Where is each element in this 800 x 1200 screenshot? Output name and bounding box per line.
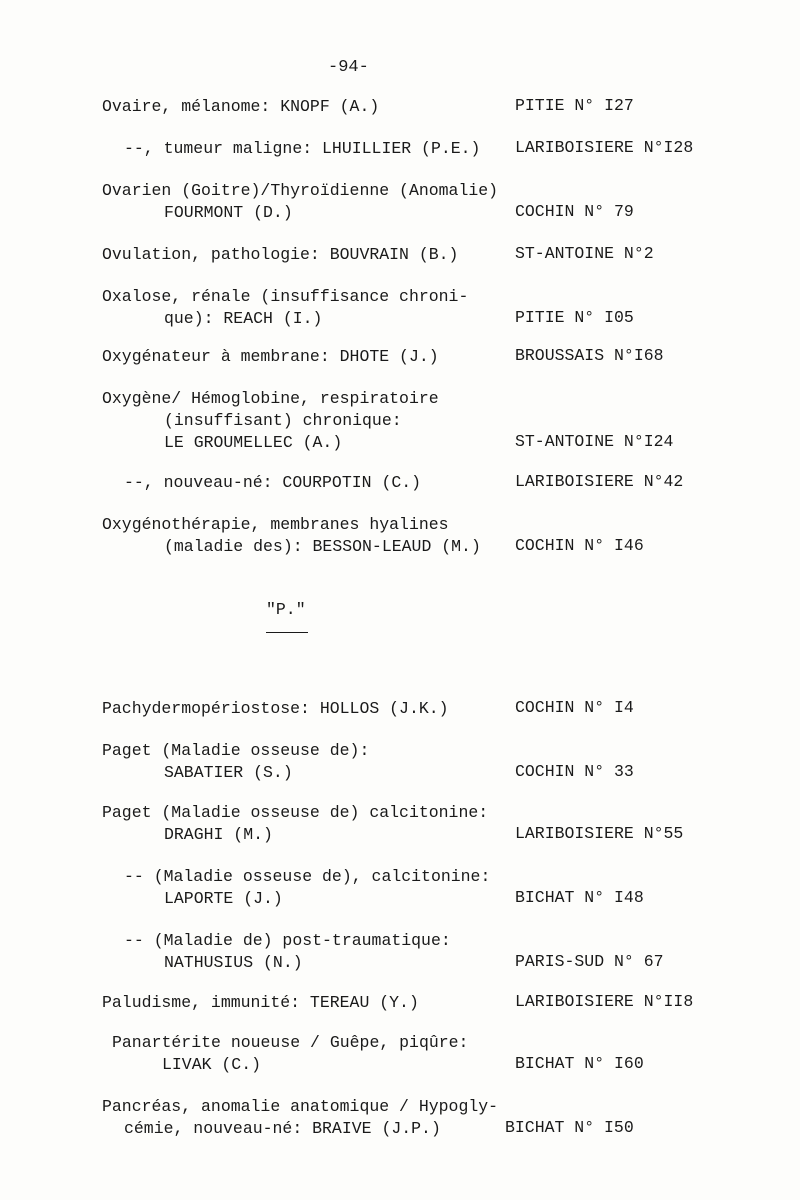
entry-line: LE GROUMELLEC (A.) xyxy=(164,433,343,452)
entry-line: Pancréas, anomalie anatomique / Hypogly- xyxy=(102,1097,499,1116)
entry-reference: PITIE N° I05 xyxy=(515,308,634,327)
entry-reference: BICHAT N° I48 xyxy=(515,888,644,907)
index-entry xyxy=(112,1032,468,1076)
entry-line: Panartérite noueuse / Guêpe, piqûre: xyxy=(112,1033,469,1052)
entry-line: Pachydermopériostose: HOLLOS (J.K.) xyxy=(102,699,449,718)
index-entry xyxy=(102,1096,498,1140)
entry-reference: PARIS-SUD N° 67 xyxy=(515,952,664,971)
index-entry xyxy=(102,180,498,224)
index-entry xyxy=(102,698,449,720)
entry-line: LAPORTE (J.) xyxy=(164,889,283,908)
entry-line: SABATIER (S.) xyxy=(164,763,293,782)
index-entry xyxy=(102,992,419,1014)
entry-line: Ovarien (Goitre)/Thyroïdienne (Anomalie) xyxy=(102,181,499,200)
entry-line: Oxygénateur à membrane: DHOTE (J.) xyxy=(102,347,439,366)
entry-line: FOURMONT (D.) xyxy=(164,203,293,222)
index-entry xyxy=(102,472,421,494)
entry-line: Oxygène/ Hémoglobine, respiratoire xyxy=(102,389,439,408)
index-entry xyxy=(102,346,439,368)
entry-reference: COCHIN N° 79 xyxy=(515,202,634,221)
entry-line: --, tumeur maligne: LHUILLIER (P.E.) xyxy=(124,139,481,158)
entry-line: cémie, nouveau-né: BRAIVE (J.P.) xyxy=(124,1119,441,1138)
entry-reference: LARIBOISIERE N°55 xyxy=(515,824,684,843)
entry-reference: BROUSSAIS N°I68 xyxy=(515,346,664,365)
section-heading: "P." xyxy=(266,600,306,619)
index-entry xyxy=(102,286,468,330)
index-entry xyxy=(102,866,490,910)
entry-reference: LARIBOISIERE N°II8 xyxy=(515,992,694,1011)
entry-line: LIVAK (C.) xyxy=(162,1055,262,1074)
entry-reference: PITIE N° I27 xyxy=(515,96,634,115)
index-entry xyxy=(102,514,481,558)
index-entry xyxy=(102,740,369,784)
index-entry xyxy=(102,802,488,846)
entry-reference: COCHIN N° I4 xyxy=(515,698,634,717)
entry-line: Oxalose, rénale (insuffisance chroni- xyxy=(102,287,469,306)
index-entry xyxy=(102,930,451,974)
entry-reference: LARIBOISIERE N°I28 xyxy=(515,138,694,157)
entry-line: Paludisme, immunité: TEREAU (Y.) xyxy=(102,993,419,1012)
entry-reference: ST-ANTOINE N°2 xyxy=(515,244,654,263)
entry-reference: COCHIN N° 33 xyxy=(515,762,634,781)
index-entry xyxy=(102,138,480,160)
entry-line: --, nouveau-né: COURPOTIN (C.) xyxy=(124,473,422,492)
index-entry xyxy=(102,388,439,454)
entry-reference: BICHAT N° I60 xyxy=(515,1054,644,1073)
entry-line: que): REACH (I.) xyxy=(164,309,323,328)
entry-line: -- (Maladie de) post-traumatique: xyxy=(124,931,451,950)
entry-reference: COCHIN N° I46 xyxy=(515,536,644,555)
index-entry xyxy=(102,244,458,266)
entry-line: Oxygénothérapie, membranes hyalines xyxy=(102,515,449,534)
entry-line: Paget (Maladie osseuse de): xyxy=(102,741,370,760)
section-underline xyxy=(266,632,308,633)
entry-line: Ovulation, pathologie: BOUVRAIN (B.) xyxy=(102,245,459,264)
entry-line: (insuffisant) chronique: xyxy=(164,411,402,430)
page-number: -94- xyxy=(328,58,369,77)
entry-line: NATHUSIUS (N.) xyxy=(164,953,303,972)
entry-line: (maladie des): BESSON-LEAUD (M.) xyxy=(164,537,481,556)
index-entry xyxy=(102,96,379,118)
entry-reference: LARIBOISIERE N°42 xyxy=(515,472,684,491)
entry-line: Ovaire, mélanome: KNOPF (A.) xyxy=(102,97,380,116)
entry-reference: BICHAT N° I50 xyxy=(505,1118,634,1137)
entry-line: Paget (Maladie osseuse de) calcitonine: xyxy=(102,803,489,822)
entry-line: DRAGHI (M.) xyxy=(164,825,273,844)
entry-reference: ST-ANTOINE N°I24 xyxy=(515,432,674,451)
entry-line: -- (Maladie osseuse de), calcitonine: xyxy=(124,867,491,886)
